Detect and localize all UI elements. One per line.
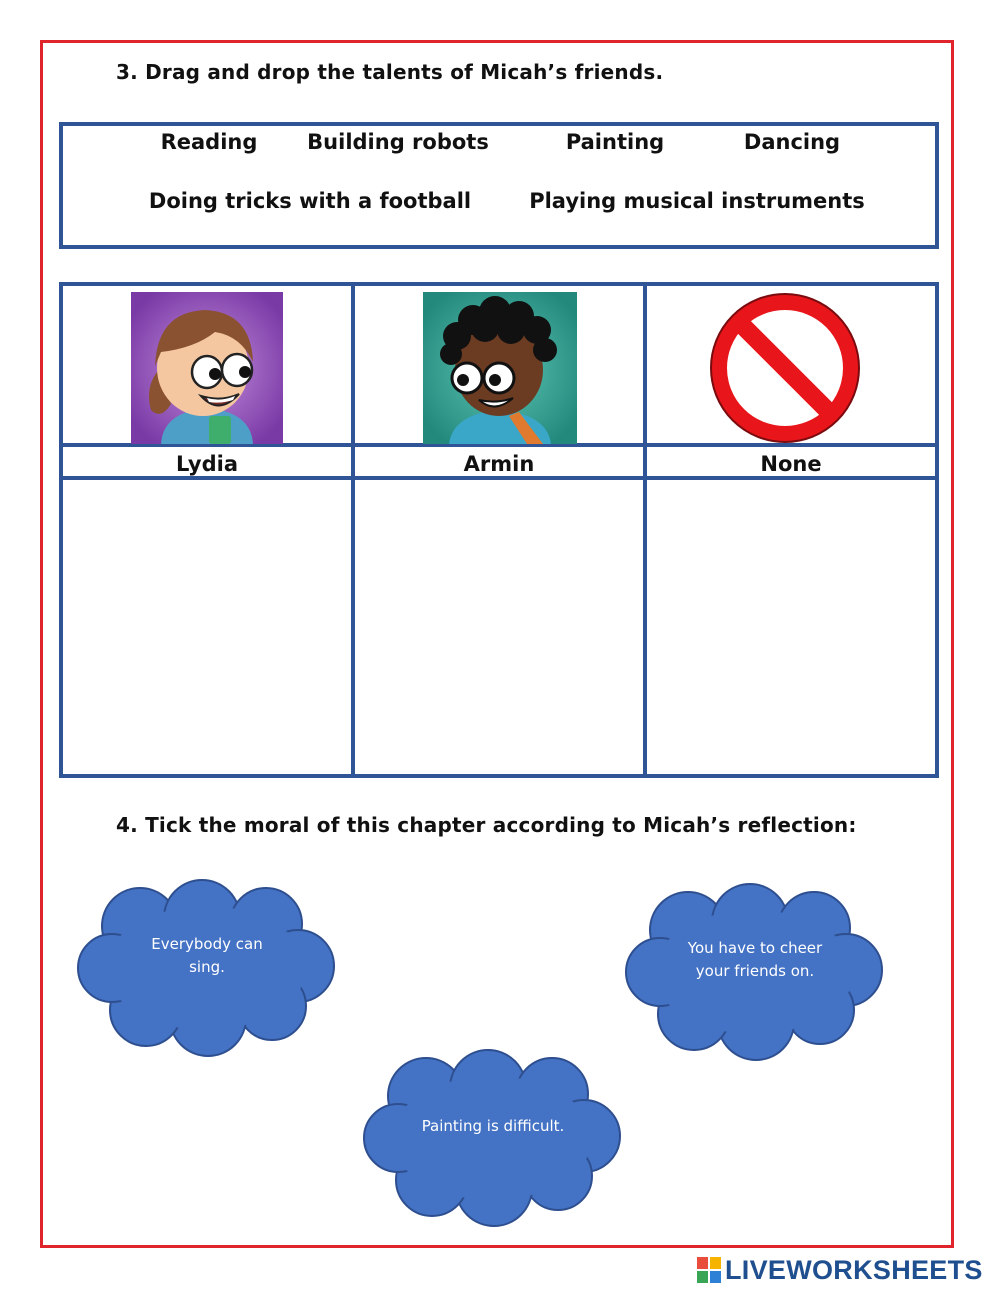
question-4-title: 4. Tick the moral of this chapter according to Micah’s reflection: (116, 813, 857, 837)
moral-option-everybody-can-sing[interactable] (76, 878, 338, 1058)
lydia-avatar (131, 292, 283, 444)
talent-word-bank (59, 122, 939, 249)
talent-chip-dancing[interactable]: Dancing (743, 130, 841, 154)
talent-chip-building-robots[interactable]: Building robots (307, 130, 489, 154)
no-sign-icon (709, 292, 861, 444)
sorting-table (59, 282, 939, 778)
cloud-text: You have to cheer your friends on. (687, 939, 823, 980)
liveworksheets-wordmark: LIVEWORKSHEETS (725, 1254, 983, 1285)
talent-chip-musical-instruments[interactable]: Playing musical instruments (529, 189, 865, 213)
liveworksheets-logo-icon (697, 1257, 721, 1283)
armin-avatar (423, 292, 577, 444)
column-header-armin: Armin (463, 452, 535, 476)
column-header-lydia: Lydia (175, 452, 239, 476)
cloud-text: Everybody can sing. (151, 935, 263, 976)
cloud-text: Painting is difficult. (421, 1117, 565, 1135)
drop-zone-armin[interactable] (355, 482, 643, 774)
column-header-none: None (760, 452, 822, 476)
drop-zone-lydia[interactable] (63, 482, 351, 774)
moral-option-painting-is-difficult[interactable] (362, 1048, 624, 1228)
liveworksheets-logo (697, 1254, 983, 1286)
question-3-title: 3. Drag and drop the talents of Micah’s friends. (116, 60, 664, 84)
talent-chip-football-tricks[interactable]: Doing tricks with a football (148, 189, 472, 213)
talent-chip-reading[interactable]: Reading (160, 130, 258, 154)
drop-zone-none[interactable] (647, 482, 935, 774)
moral-option-cheer-friends-on[interactable] (624, 882, 886, 1062)
cloud-shape-icon (362, 1048, 624, 1228)
talent-chip-painting[interactable]: Painting (565, 130, 665, 154)
